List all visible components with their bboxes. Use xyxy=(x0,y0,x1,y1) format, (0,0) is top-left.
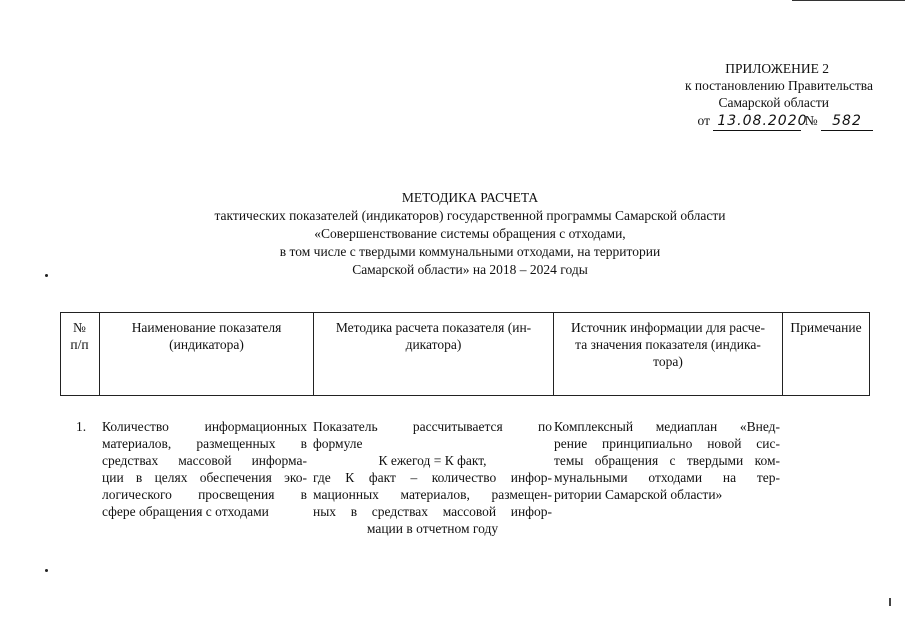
header-source-line-2: та значения показателя (индика- xyxy=(575,337,761,352)
scan-speck xyxy=(45,274,48,277)
scan-speck xyxy=(45,569,48,572)
handwritten-number: 582 xyxy=(821,113,873,131)
header-num xyxy=(60,313,99,395)
heading-line-3: в том числе с твердыми коммунальными отходами, на территории xyxy=(279,244,661,259)
table-header xyxy=(60,312,870,396)
appendix-date-line xyxy=(685,112,873,131)
heading-line-1: тактических показателей (индикаторов) государственной программы Самарской области xyxy=(214,208,726,223)
header-source xyxy=(553,313,782,395)
name-line: средствах массовой информа- xyxy=(102,453,307,468)
number-sign: № xyxy=(804,113,818,128)
date-prefix: от xyxy=(697,113,710,128)
method-formula: К ежегод = К факт, xyxy=(378,453,487,468)
header-method-line-2: дикатора) xyxy=(405,337,462,352)
method-line: мационных материалов, размещен- xyxy=(313,487,552,502)
row-number: 1. xyxy=(76,419,87,434)
source-line: ритории Самарской области» xyxy=(554,487,723,502)
heading-line-2: «Совершенствование системы обращения с отходами, xyxy=(314,226,626,241)
header-method xyxy=(313,313,553,395)
source-line: темы обращения с твердыми ком- xyxy=(554,453,780,468)
header-num-line-1: № xyxy=(73,320,86,335)
header-name-line-2: (индикатора) xyxy=(169,337,244,352)
heading-line-4: Самарской области» на 2018 – 2024 годы xyxy=(352,262,588,277)
appendix-line-2: Самарской области xyxy=(718,95,829,110)
appendix-line-1: к постановлению Правительства xyxy=(684,78,873,93)
header-method-line-1: Методика расчета показателя (ин- xyxy=(335,320,532,335)
method-line: ных в средствах массовой инфор- xyxy=(313,504,552,519)
name-line: Количество информационных xyxy=(102,419,307,434)
appendix-block xyxy=(685,60,873,131)
header-name xyxy=(99,313,313,395)
handwritten-date: 13.08.2020 xyxy=(713,113,801,131)
header-note-label: Примечание xyxy=(790,320,862,335)
row-source xyxy=(554,418,780,503)
source-line: Комплексный медиаплан «Внед- xyxy=(554,419,780,434)
method-line: мации в отчетном году xyxy=(366,521,499,536)
header-source-line-3: тора) xyxy=(653,354,683,369)
document-heading xyxy=(90,189,850,279)
top-edge-line xyxy=(792,0,905,1)
name-line: сфере обращения с отходами xyxy=(102,504,269,519)
row-method xyxy=(313,418,552,537)
header-num-line-2: п/п xyxy=(70,337,89,352)
name-line: материалов, размещенных в xyxy=(102,436,307,451)
header-name-line-1: Наименование показателя xyxy=(131,320,282,335)
method-line: формуле xyxy=(313,436,363,451)
scan-mark xyxy=(889,598,891,606)
name-line: логического просвещения в xyxy=(102,487,307,502)
appendix-title: ПРИЛОЖЕНИЕ 2 xyxy=(725,61,829,76)
header-note xyxy=(782,313,869,395)
method-line: где К факт – количество инфор- xyxy=(313,470,552,485)
heading-title: МЕТОДИКА РАСЧЕТА xyxy=(401,190,539,205)
source-line: мунальными отходами на тер- xyxy=(554,470,780,485)
header-source-line-1: Источник информации для расче- xyxy=(571,320,765,335)
method-line: Показатель рассчитывается по xyxy=(313,419,552,434)
source-line: рение принципиально новой сис- xyxy=(554,436,780,451)
row-indicator-name xyxy=(102,418,307,520)
name-line: ции в целях обеспечения эко- xyxy=(102,470,307,485)
